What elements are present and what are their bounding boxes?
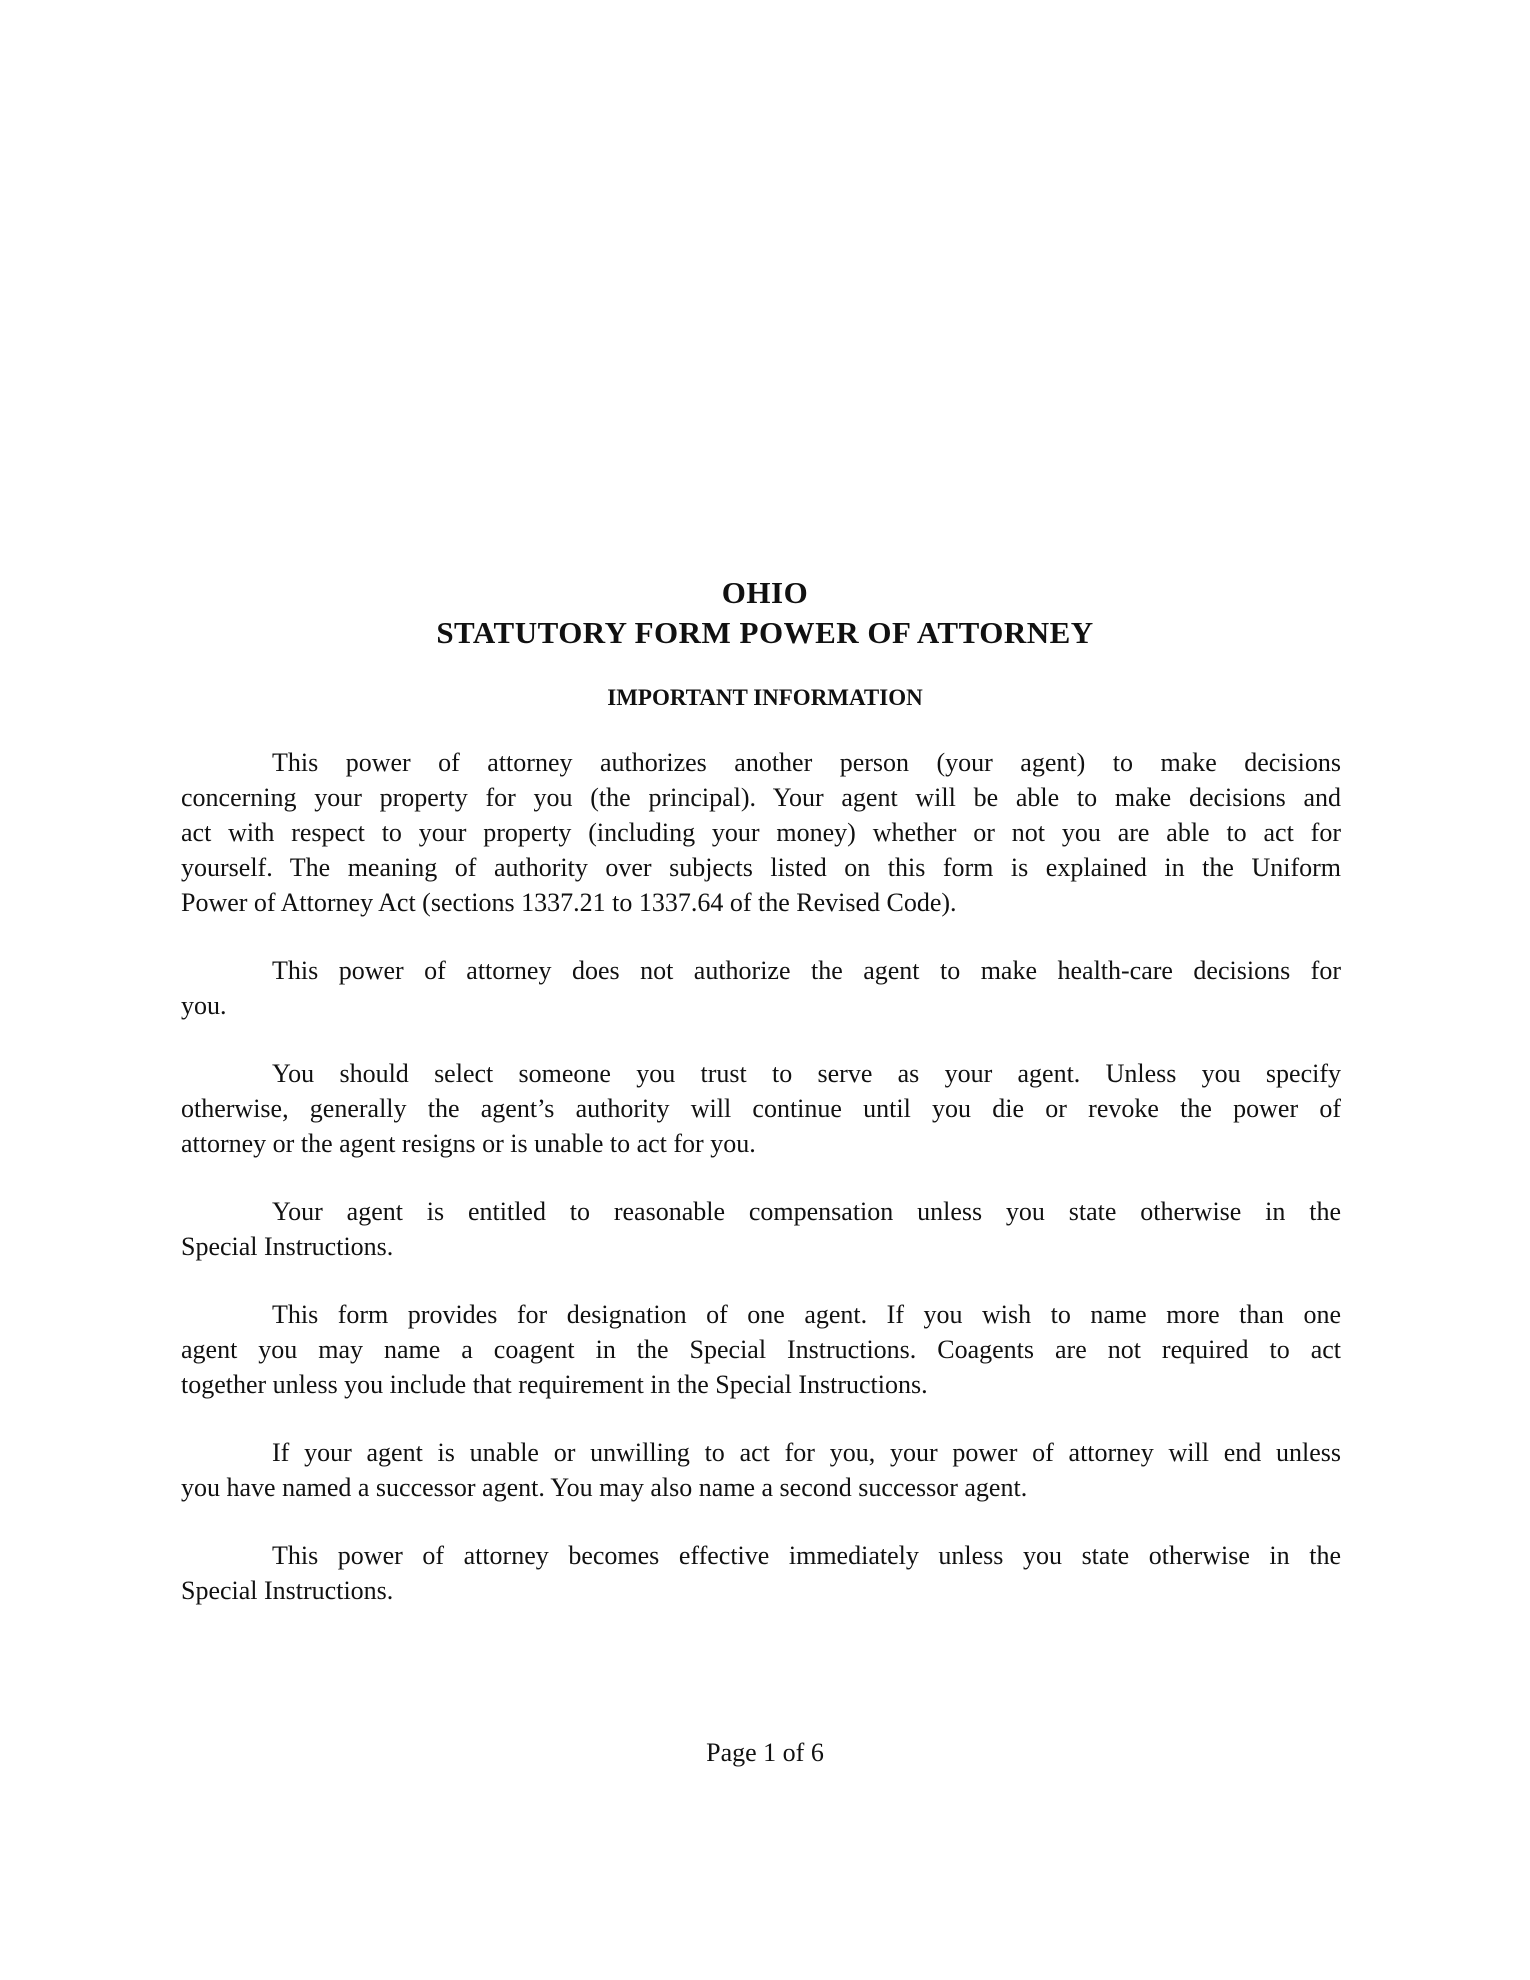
paragraph-line: you have named a successor agent. You may also name a second successor agent. [181, 1473, 1028, 1502]
paragraph-line: act with respect to your property (including your money) whether or not you are able to act for [181, 818, 1341, 847]
paragraph-line: This form provides for designation of one agent. If you wish to name more than one [272, 1300, 1341, 1329]
title-block [0, 573, 1530, 653]
paragraph-line: This power of attorney becomes effective immediately unless you state otherwise in the [272, 1541, 1341, 1570]
paragraph-line: together unless you include that requirement in the Special Instructions. [181, 1370, 928, 1399]
paragraph-line: This power of attorney authorizes another person (your agent) to make decisions [272, 748, 1341, 777]
paragraph-coagent [181, 1297, 1341, 1402]
paragraph-line: attorney or the agent resigns or is unable to act for you. [181, 1129, 756, 1158]
paragraph-line: Special Instructions. [181, 1232, 394, 1261]
paragraph-line: yourself. The meaning of authority over subjects listed on this form is explained in the Uniform [181, 853, 1341, 882]
paragraph-line: You should select someone you trust to serve as your agent. Unless you specify [272, 1059, 1341, 1088]
paragraph-line: Your agent is entitled to reasonable compensation unless you state otherwise in the [272, 1197, 1341, 1226]
paragraph-line: Special Instructions. [181, 1576, 394, 1605]
paragraph-line: otherwise, generally the agent’s authority will continue until you die or revoke the power of [181, 1094, 1341, 1123]
paragraph-compensation [181, 1194, 1341, 1264]
paragraph-line: This power of attorney does not authorize the agent to make health-care decisions for [272, 956, 1341, 985]
document-state-heading: OHIO [721, 575, 809, 610]
section-heading: IMPORTANT INFORMATION [607, 685, 923, 710]
page-number: Page 1 of 6 [706, 1738, 824, 1767]
paragraph-line: If your agent is unable or unwilling to act for you, your power of attorney will end unless [272, 1438, 1341, 1467]
paragraph-line: you. [181, 991, 227, 1020]
paragraph-successor-agent [181, 1435, 1341, 1505]
paragraph-select-agent [181, 1056, 1341, 1161]
paragraph-authority [181, 745, 1341, 920]
document-body [181, 745, 1341, 1641]
paragraph-effective-date [181, 1538, 1341, 1608]
document-title: STATUTORY FORM POWER OF ATTORNEY [436, 615, 1094, 650]
paragraph-line: Power of Attorney Act (sections 1337.21 to 1337.64 of the Revised Code). [181, 888, 957, 917]
paragraph-health-care [181, 953, 1341, 1023]
paragraph-line: agent you may name a coagent in the Special Instructions. Coagents are not required to act [181, 1335, 1341, 1364]
paragraph-line: concerning your property for you (the principal). Your agent will be able to make decisions and [181, 783, 1341, 812]
